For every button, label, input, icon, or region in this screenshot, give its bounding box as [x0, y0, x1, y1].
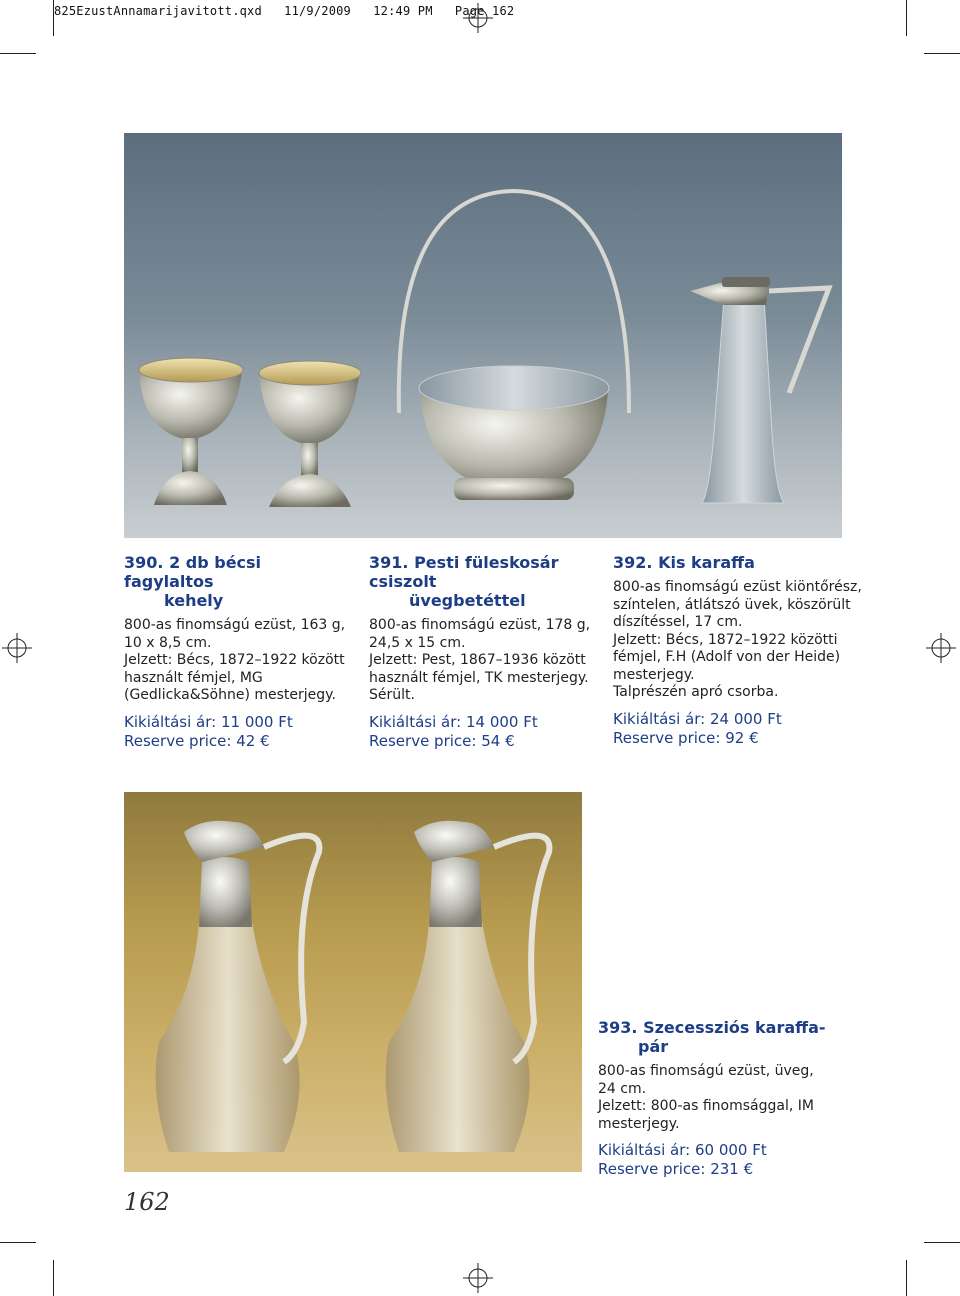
- registration-mark-icon: [463, 3, 493, 33]
- description-line: 10 x 8,5 cm.: [124, 634, 212, 651]
- entry-description: [369, 617, 599, 705]
- entry-description: [124, 617, 344, 705]
- crop-mark: [924, 53, 960, 54]
- entry-description: [598, 1063, 848, 1133]
- catalog-entry-392: [613, 553, 862, 748]
- reserve-price: Reserve price: 42 €: [124, 731, 270, 750]
- description-line: 24 cm.: [598, 1080, 647, 1097]
- small-carafe: [690, 277, 829, 503]
- description-line: használt fémjel, TK mesterjegy.: [369, 669, 589, 686]
- reserve-price: Reserve price: 54 €: [369, 731, 515, 750]
- crop-mark: [924, 1242, 960, 1243]
- start-price: Kikiáltási ár: 24 000 Ft: [613, 709, 782, 728]
- price-block: [598, 1141, 848, 1179]
- description-line: használt fémjel, MG: [124, 669, 263, 686]
- entry-title: [598, 1018, 848, 1056]
- crop-mark: [906, 1260, 907, 1296]
- description-line: Sérült.: [369, 687, 415, 703]
- crop-mark: [0, 1242, 36, 1243]
- entry-title-line1: Pesti füleskosár csiszolt: [369, 553, 559, 591]
- catalog-entry-393: [598, 1018, 848, 1179]
- page-number: 162: [124, 1188, 170, 1216]
- start-price: Kikiáltási ár: 14 000 Ft: [369, 712, 538, 731]
- price-block: [124, 713, 344, 751]
- price-block: [369, 713, 599, 751]
- description-line: 800-as finomságú ezüst, 163 g,: [124, 617, 346, 633]
- crop-mark: [53, 0, 54, 36]
- entry-number: 392.: [613, 553, 653, 572]
- entry-title: [124, 553, 344, 610]
- start-price: Kikiáltási ár: 60 000 Ft: [598, 1141, 767, 1159]
- crop-mark: [0, 53, 36, 54]
- description-line: Jelzett: 800-as finomsággal, IM: [598, 1098, 814, 1114]
- registration-mark-icon: [926, 633, 956, 663]
- art-nouveau-carafe-left: [156, 821, 320, 1152]
- description-line: 800-as finomságú ezüst kiöntőrész,: [613, 579, 862, 595]
- registration-mark-icon: [463, 1263, 493, 1293]
- catalog-entry-390: [124, 553, 344, 751]
- entry-title-line1: Szecessziós karaffa-: [643, 1018, 826, 1037]
- description-line: Jelzett: Bécs, 1872–1922 közötti: [613, 631, 838, 648]
- entry-title: [613, 553, 853, 572]
- entry-title-line1: Kis karaffa: [658, 553, 755, 572]
- description-line: (Gedlicka&Söhne) mesterjegy.: [124, 687, 336, 703]
- description-line: fémjel, F.H (Adolf von der Heide): [613, 649, 841, 665]
- entry-number: 393.: [598, 1018, 638, 1037]
- crop-mark: [906, 0, 907, 36]
- description-line: 800-as finomságú ezüst, 178 g,: [369, 617, 591, 633]
- start-price: Kikiáltási ár: 11 000 Ft: [124, 712, 293, 731]
- art-nouveau-carafe-right: [386, 821, 550, 1152]
- catalog-entry-391: [369, 553, 599, 751]
- description-line: 24,5 x 15 cm.: [369, 634, 466, 651]
- description-line: Jelzett: Bécs, 1872–1922 között: [124, 652, 345, 668]
- description-line: mesterjegy.: [613, 666, 695, 683]
- entry-title-line2: pár: [638, 1037, 669, 1056]
- photo-item-393: [124, 792, 582, 1172]
- entry-title-line2: üvegbetéttel: [409, 591, 526, 610]
- reserve-price: Reserve price: 231 €: [598, 1160, 754, 1178]
- price-block: [613, 710, 853, 748]
- ice-cream-cup-right: [259, 361, 361, 507]
- registration-mark-icon: [2, 633, 32, 663]
- entry-description: [613, 579, 862, 702]
- reserve-price: Reserve price: 92 €: [613, 728, 759, 747]
- entry-title-line2: kehely: [164, 591, 224, 610]
- ice-cream-cup-left: [139, 358, 243, 505]
- description-line: Talprészén apró csorba.: [613, 684, 779, 700]
- description-line: mesterjegy.: [598, 1115, 680, 1132]
- print-slug: 825EzustAnnamarijavitott.qxd 11/9/2009 12:49 PM Page 162: [54, 4, 515, 18]
- entry-number: 390.: [124, 553, 164, 572]
- silver-basket: [399, 191, 629, 500]
- crop-mark: [53, 1260, 54, 1296]
- description-line: színtelen, átlátszó üvek, köszörült: [613, 596, 851, 613]
- entry-title-line1: 2 db bécsi fagylaltos: [124, 553, 262, 591]
- description-line: Jelzett: Pest, 1867–1936 között: [369, 652, 586, 668]
- photo-items-390-392: [124, 133, 842, 538]
- description-line: 800-as finomságú ezüst, üveg,: [598, 1063, 814, 1079]
- entry-number: 391.: [369, 553, 409, 572]
- entry-title: [369, 553, 599, 610]
- description-line: díszítéssel, 17 cm.: [613, 614, 743, 630]
